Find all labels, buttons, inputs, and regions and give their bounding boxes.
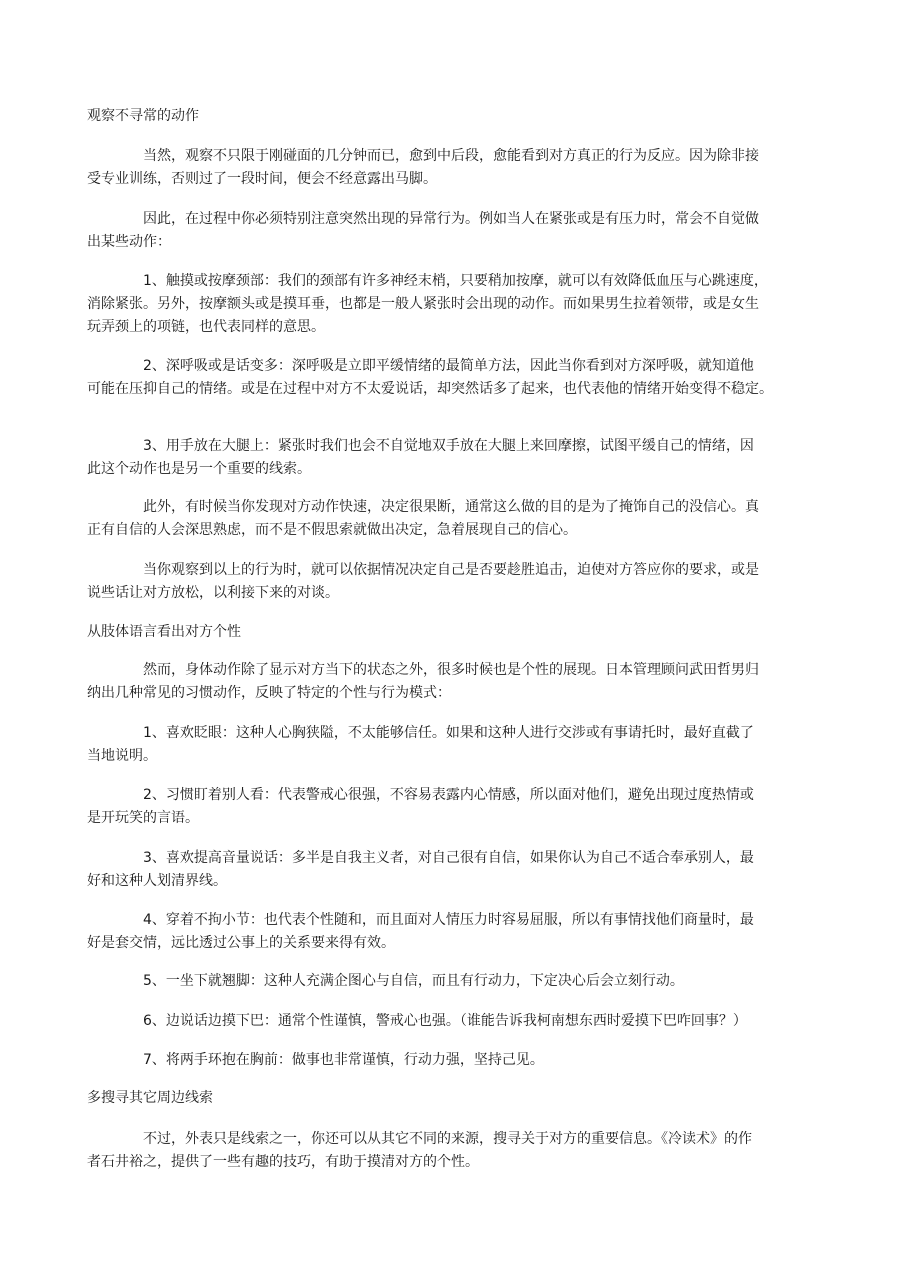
paragraph-line: 好和这种人划清界线。 (87, 873, 227, 889)
paragraph-line: 当你观察到以上的行为时，就可以依据情况决定自己是否要趁胜追击，迫使对方答应你的要求，或是 (143, 562, 759, 578)
paragraph-line: 因此，在过程中你必须特别注意突然出现的异常行为。例如当人在紧张或是有压力时，常会不自觉做 (143, 211, 759, 227)
paragraph-line: 然而，身体动作除了显示对方当下的状态之外，很多时候也是个性的展现。日本管理顾问武田哲男归 (143, 662, 759, 678)
paragraph-line: 7、将两手环抱在胸前：做事也非常谨慎，行动力强，坚持己见。 (143, 1052, 544, 1068)
paragraph-line: 者石井裕之，提供了一些有趣的技巧，有助于摸清对方的个性。 (87, 1154, 479, 1170)
paragraph-line: 不过，外表只是线索之一，你还可以从其它不同的来源，搜寻关于对方的重要信息。《冷读术》的作 (143, 1131, 752, 1147)
paragraph-line: 好是套交情，远比透过公事上的关系要来得有效。 (87, 935, 395, 951)
paragraph-line: 5、一坐下就翘脚：这种人充满企图心与自信，而且有行动力，下定决心后会立刻行动。 (143, 973, 684, 989)
paragraph-line: 纳出几种常见的习惯动作，反映了特定的个性与行为模式： (87, 685, 451, 701)
paragraph-line: 受专业训练，否则过了一段时间，便会不经意露出马脚。 (87, 171, 437, 187)
paragraph-line: 玩弄颈上的项链，也代表同样的意思。 (87, 319, 325, 335)
paragraph-line: 消除紧张。另外，按摩额头或是摸耳垂，也都是一般人紧张时会出现的动作。而如果男生拉着领带，或是女生 (87, 296, 759, 312)
paragraph-line: 1、喜欢眨眼：这种人心胸狭隘，不太能够信任。如果和这种人进行交涉或有事请托时，最好直截了 (143, 725, 754, 741)
paragraph-line: 出某些动作： (87, 234, 171, 250)
paragraph-line: 2、深呼吸或是话变多：深呼吸是立即平缓情绪的最简单方法，因此当你看到对方深呼吸，就知道他 (143, 358, 754, 374)
paragraph-line: 4、穿着不拘小节：也代表个性随和，而且面对人情压力时容易屈服，所以有事情找他们商量时，最 (143, 912, 754, 928)
paragraph-line: 3、用手放在大腿上：紧张时我们也会不自觉地双手放在大腿上来回摩擦，试图平缓自己的情绪，因 (143, 438, 754, 454)
paragraph-line: 可能在压抑自己的情绪。或是在过程中对方不太爱说话，却突然话多了起来，也代表他的情绪开始变得不稳定。 (87, 381, 773, 397)
section-heading: 观察不寻常的动作 (87, 108, 199, 124)
paragraph-line: 是开玩笑的言语。 (87, 810, 199, 826)
section-heading: 多搜寻其它周边线索 (87, 1090, 213, 1106)
paragraph-line: 3、喜欢提高音量说话：多半是自我主义者，对自己很有自信，如果你认为自己不适合奉承别人，最 (143, 850, 754, 866)
paragraph-line: 2、习惯盯着别人看：代表警戒心很强，不容易表露内心情感，所以面对他们，避免出现过度热情或 (143, 787, 754, 803)
paragraph-line: 6、边说话边摸下巴：通常个性谨慎，警戒心也强。（谁能告诉我柯南想东西时爱摸下巴咋回事？） (143, 1013, 747, 1029)
paragraph-line: 说些话让对方放松，以利接下来的对谈。 (87, 585, 339, 601)
paragraph-line: 当然，观察不只限于刚碰面的几分钟而已，愈到中后段，愈能看到对方真正的行为反应。因为除非接 (143, 148, 759, 164)
paragraph-line: 此这个动作也是另一个重要的线索。 (87, 461, 311, 477)
paragraph-line: 正有自信的人会深思熟虑，而不是不假思索就做出决定，急着展现自己的信心。 (87, 522, 577, 538)
section-heading: 从肢体语言看出对方个性 (87, 624, 241, 640)
paragraph-line: 此外，有时候当你发现对方动作快速，决定很果断，通常这么做的目的是为了掩饰自己的没信心。真 (143, 499, 759, 515)
paragraph-line: 当地说明。 (87, 748, 157, 764)
paragraph-line: 1、触摸或按摩颈部：我们的颈部有许多神经末梢，只要稍加按摩，就可以有效降低血压与心跳速度， (143, 273, 768, 289)
